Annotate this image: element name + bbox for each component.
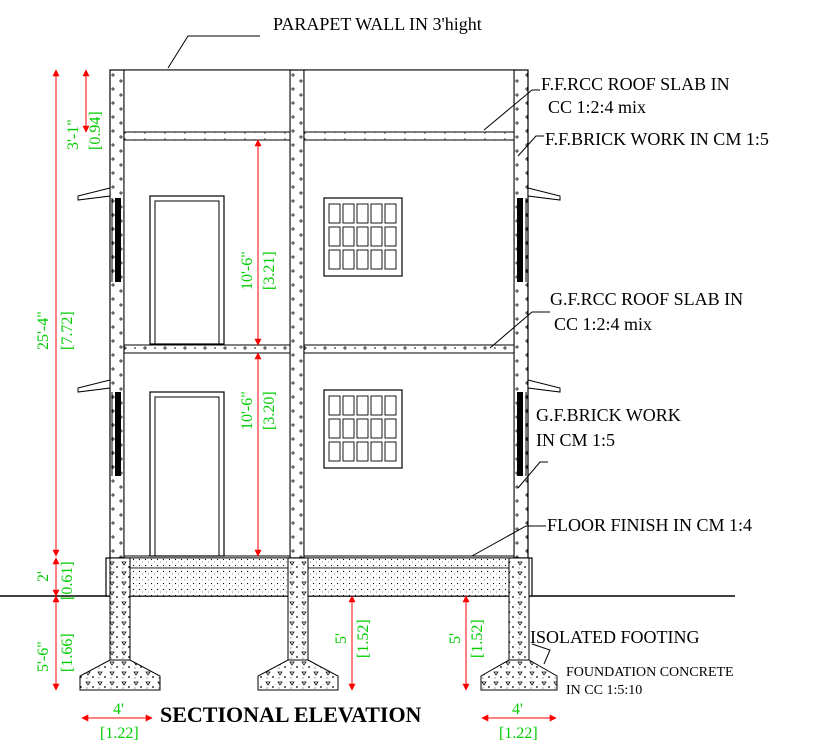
gf-slab-label-2: CC 1:2:4 mix — [554, 314, 653, 334]
floor-finish-label: FLOOR FINISH IN CM 1:4 — [547, 515, 753, 535]
ff-roof-slab — [124, 132, 514, 140]
door-ff — [150, 196, 224, 344]
foundation-label-1: FOUNDATION CONCRETE — [566, 665, 734, 680]
dim-total-m: [7.72] — [59, 311, 76, 350]
gf-brick-label-1: G.F.BRICK WORK — [536, 405, 681, 425]
dim-bottom-right-m: [1.22] — [499, 725, 538, 742]
dim-total-ft: 25'-4" — [35, 311, 52, 350]
dim-footing-right-m: [1.52] — [469, 619, 486, 658]
dim-ff-height-ft: 10'-6" — [239, 251, 256, 290]
dim-bottom-left-m: [1.22] — [100, 725, 139, 742]
dim-gf-height-ft: 10'-6" — [239, 391, 256, 430]
dim-footing-right-ft: 5' — [447, 633, 464, 644]
dim-plinth-m: [0.61] — [59, 561, 76, 600]
isolated-footing-label: ISOLATED FOOTING — [530, 627, 700, 647]
dim-foundation-ft: 5'-6" — [35, 641, 52, 672]
gf-brick-label-2: IN CM 1:5 — [536, 430, 616, 450]
drawing-title: SECTIONAL ELEVATION — [160, 702, 422, 727]
gf-slab-label-1: G.F.RCC ROOF SLAB IN — [550, 289, 744, 309]
dim-footing-mid-ft: 5' — [333, 633, 350, 644]
foundation-label-2: IN CC 1:5:10 — [566, 683, 643, 698]
dim-bottom-left-ft: 4' — [113, 701, 124, 718]
dim-ff-height-m: [3.21] — [261, 251, 278, 290]
dim-foundation-m: [1.66] — [59, 633, 76, 672]
dim-parapet-ft: 3'-1" — [65, 119, 82, 150]
dim-bottom-right-ft: 4' — [512, 701, 523, 718]
dim-plinth-ft: 2' — [35, 571, 52, 582]
gf-roof-slab — [124, 345, 514, 353]
dim-parapet-m: [0.94] — [87, 111, 104, 150]
ff-slab-label-1: F.F.RCC ROOF SLAB IN — [541, 74, 730, 94]
dim-gf-height-m: [3.20] — [261, 391, 278, 430]
dim-footing-mid-m: [1.52] — [355, 619, 372, 658]
ff-brick-label: F.F.BRICK WORK IN CM 1:5 — [545, 129, 769, 149]
window-gf — [324, 390, 402, 468]
door-gf — [150, 392, 224, 556]
plinth — [106, 558, 532, 596]
parapet-label: PARAPET WALL IN 3'hight — [273, 14, 482, 34]
ff-slab-label-2: CC 1:2:4 mix — [548, 97, 647, 117]
window-ff — [324, 198, 402, 276]
